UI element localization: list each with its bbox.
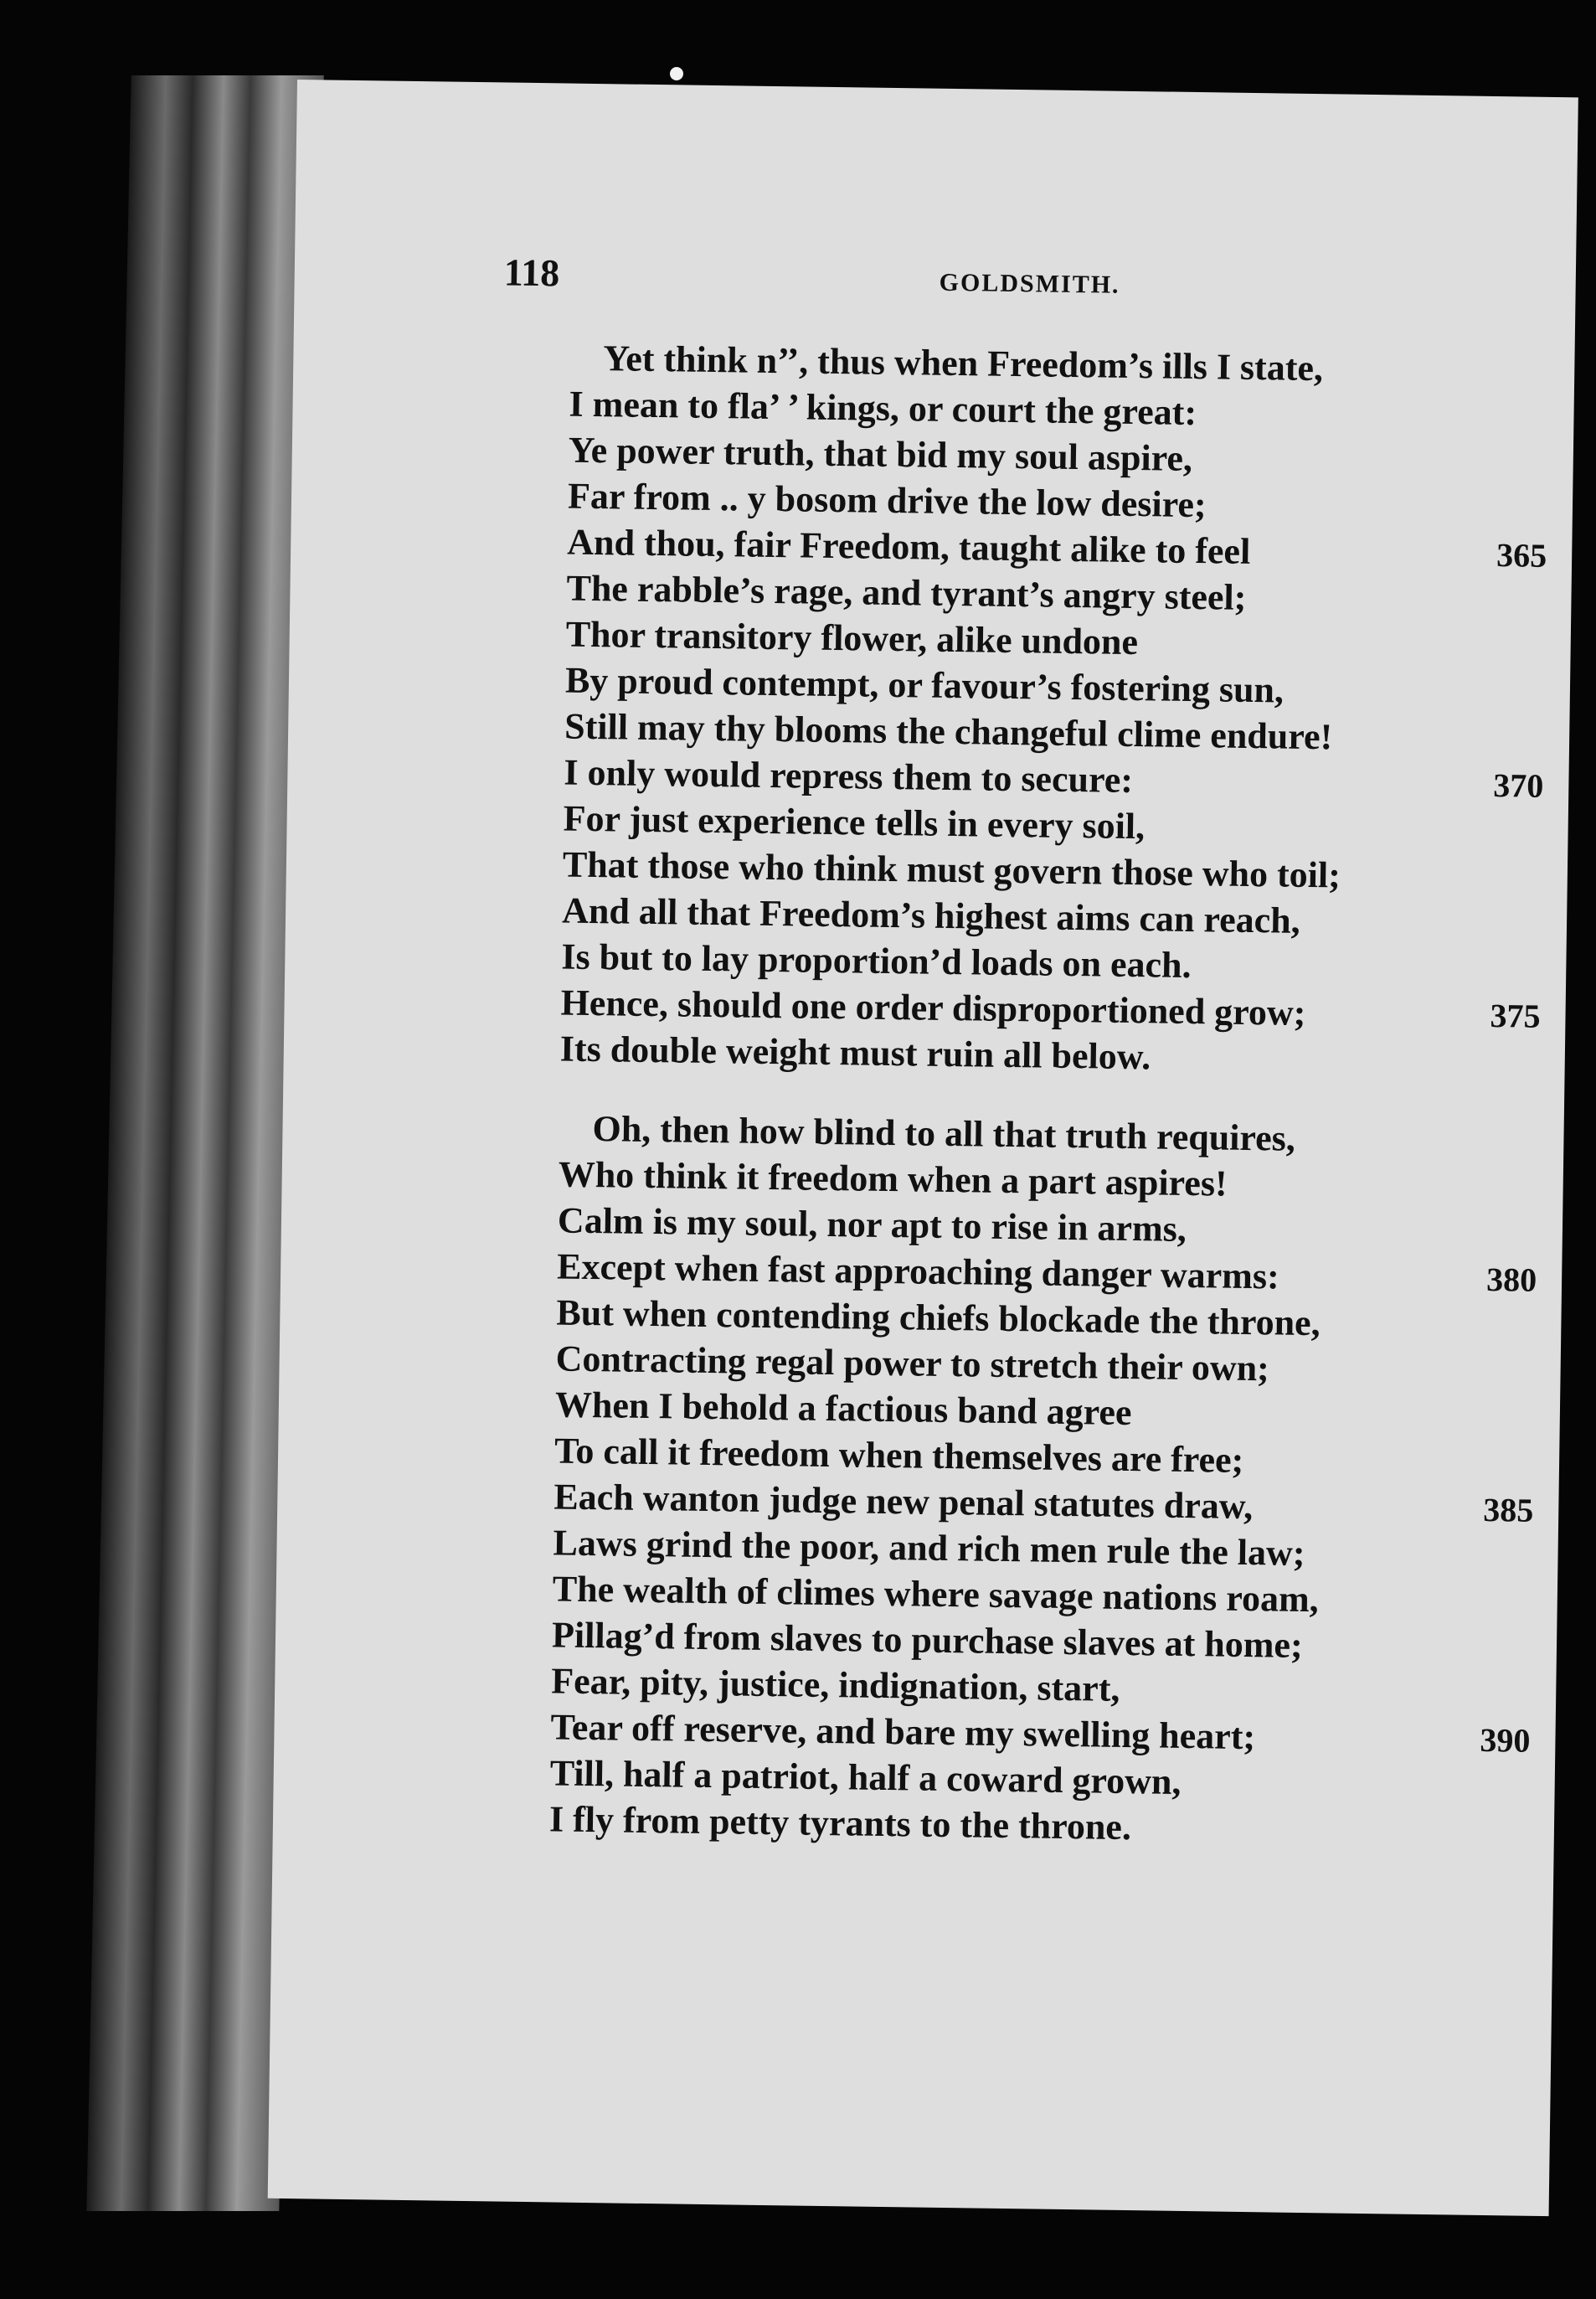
line-number: 390 [1480,1720,1531,1760]
stanza [548,1105,1537,1854]
poem-line-text: Each wanton judge new penal statutes draw, [553,1476,1254,1528]
line-number: 385 [1482,1490,1534,1529]
poem-line-text: I mean to fla’ ’ kings, or court the great: [569,383,1197,434]
poem-line-text: Far from .. y bosom drive the low desire; [567,475,1207,526]
poem-line-text: Ye power truth, that bid my soul aspire, [568,429,1193,479]
running-head: GOLDSMITH. [939,268,1120,299]
poem-line-text: Its double weight must ruin all below. [559,1028,1151,1078]
poem-line-text: Yet think n’’, thus when Freedom’s ills I state, [603,338,1324,389]
poem-line-text: Still may thy blooms the changeful clime endure! [564,705,1333,758]
poem-line-text: That those who think must govern those who toil; [562,843,1341,896]
poem-line-text: And thou, fair Freedom, taught alike to feel [566,521,1251,572]
poem-line-text: Fear, pity, justice, indignation, start, [550,1660,1120,1709]
poem-line-text: And all that Freedom’s highest aims can reach, [561,889,1301,941]
poem-line-text: By proud contempt, or favour’s fostering sun, [564,659,1285,711]
book-page [268,80,1578,2216]
poem-line-text: Is but to lay proportion’d loads on each. [561,936,1192,987]
poem-line-text: Thor transitory flower, alike undone [565,613,1139,663]
line-number: 380 [1485,1260,1537,1299]
poem-text [548,335,1547,1855]
poem-line-text: Calm is my soul, nor apt to rise in arms, [557,1199,1187,1250]
poem-line-text: Hence, should one order disproportioned grow; [560,982,1306,1034]
poem-line-text: Tear off reserve, and bare my swelling heart; [550,1706,1256,1758]
dust-speck [670,67,683,80]
poem-line-text: The rabble’s rage, and tyrant’s angry steel; [566,567,1247,618]
poem-line-text: Laws grind the poor, and rich men rule the law; [553,1522,1305,1574]
poem-line-text: Oh, then how blind to all that truth requires, [592,1108,1296,1159]
poem-line-text: For just experience tells in every soil, [563,797,1146,848]
poem-line-text: Who think it freedom when a part aspires! [558,1153,1228,1204]
poem-line-text: But when contending chiefs blockade the throne, [556,1291,1321,1344]
poem-line-text: Till, half a patriot, half a coward grown, [549,1752,1182,1802]
poem-line-text: Except when fast approaching danger warms: [556,1245,1280,1297]
poem-line-text: I only would repress them to secure: [564,751,1134,802]
line-number: 375 [1490,997,1541,1035]
stanza [559,335,1547,1085]
poem-line-text: To call it freedom when themselves are free; [553,1430,1244,1481]
poem-line-text: Pillag’d from slaves to purchase slaves at home; [551,1614,1304,1666]
line-number: 365 [1496,536,1547,575]
line-number: 370 [1493,766,1544,805]
poem-line-text: Contracting regal power to stretch their own; [555,1338,1270,1389]
poem-line-text: When I behold a factious band agree [554,1384,1132,1434]
poem-line-text: The wealth of climes where savage nations roam, [552,1568,1320,1621]
page-number: 118 [503,250,560,295]
poem-line-text: I fly from petty tyrants to the throne. [548,1798,1132,1848]
